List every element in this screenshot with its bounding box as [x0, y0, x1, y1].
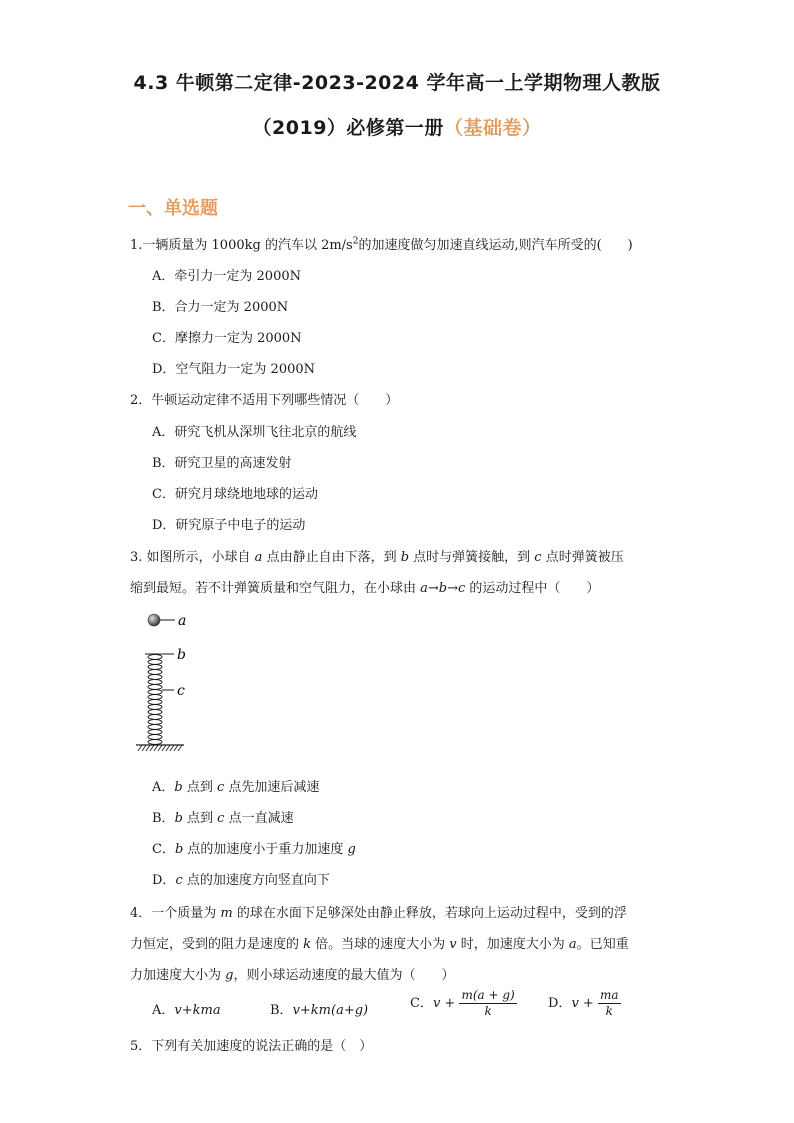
label-a: a — [178, 613, 187, 629]
question-2-option-d: D．研究原子中电子的运动 — [152, 518, 306, 533]
question-1-stem: 1.一辆质量为 1000kg 的汽车以 $2m/s^2$的加速度做匀加速直线运动,则汽车所受的( ) — [130, 236, 633, 253]
question-3-option-a: A．b 点到 c 点先加速后减速 — [152, 780, 320, 795]
ball-icon — [148, 614, 160, 626]
document-title-line1: 4.3 牛顿第二定律-2023-2024 学年高一上学期物理人教版 — [133, 72, 661, 94]
question-3-stem-line2: 缩到最短。若不计弹簧质量和空气阻力，在小球由 a→b→c 的运动过程中（ ） — [130, 581, 600, 596]
question-4-stem-line3: 力加速度大小为 g，则小球运动速度的最大值为（ ） — [130, 968, 455, 983]
question-1-option-b: B．合力一定为 2000N — [152, 300, 289, 315]
spring-ball-figure — [130, 604, 210, 756]
label-c: c — [177, 683, 185, 699]
question-3-option-c: C．b 点的加速度小于重力加速度 g — [152, 842, 356, 857]
question-1-option-c: C．摩擦力一定为 2000N — [152, 331, 302, 346]
question-3-option-b: B．b 点到 c 点一直减速 — [152, 811, 294, 826]
spring-coil — [148, 655, 162, 745]
label-b: b — [177, 647, 186, 663]
question-4-option-c: C．v + $\frac{m(a + g)}{k}$ — [410, 988, 515, 1018]
option-d-fraction: $\frac{ma}{k}$ — [599, 988, 619, 1018]
question-2-option-a: A．研究飞机从深圳飞往北京的航线 — [152, 425, 357, 440]
question-4-stem-line1: 4．一个质量为 m 的球在水面下足够深处由静止释放，若球向上运动过程中，受到的浮 — [130, 906, 627, 921]
question-4-option-d: D．v + $\frac{ma}{k}$ — [548, 988, 619, 1018]
question-3-option-d: D．c 点的加速度方向竖直向下 — [152, 873, 330, 888]
ground-hatching — [138, 745, 182, 751]
title-difficulty-tag: （基础卷） — [443, 117, 542, 139]
document-title-line2 — [0, 113, 794, 140]
option-c-fraction: $\frac{m(a + g)}{k}$ — [461, 988, 515, 1018]
title-edition: （2019）必修第一册 — [252, 117, 444, 139]
question-1-option-a: A．牵引力一定为 2000N — [152, 269, 301, 284]
question-1-option-d: D．空气阻力一定为 2000N — [152, 362, 316, 377]
question-3-stem-line1: 3. 如图所示，小球自 a 点由静止自由下落，到 b 点时与弹簧接触，到 c 点时弹簧被压 — [130, 550, 624, 565]
question-4-stem-line2: 力恒定，受到的阻力是速度的 k 倍。当球的速度大小为 v 时，加速度大小为 a。已知重 — [130, 937, 629, 952]
question-2-option-c: C．研究月球绕地地球的运动 — [152, 487, 318, 502]
question-2-stem: 2．牛顿运动定律不适用下列哪些情况（ ） — [130, 393, 399, 408]
question-4-option-a: A．v+kma — [152, 1003, 221, 1018]
section-heading: 一、单选题 — [128, 198, 218, 219]
question-2-option-b: B．研究卫星的高速发射 — [152, 456, 292, 471]
question-5-stem: 5．下列有关加速度的说法正确的是（ ） — [130, 1039, 373, 1054]
question-4-option-b: B．v+km(a+g) — [270, 1003, 369, 1018]
